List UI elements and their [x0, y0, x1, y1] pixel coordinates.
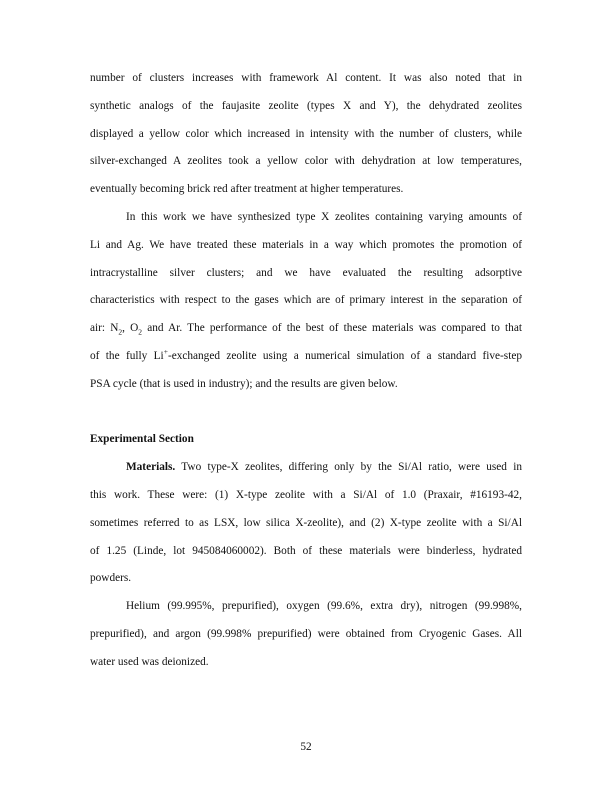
body-text-line: eventually becoming brick red after treatment at higher temperatures.: [90, 183, 404, 196]
body-text-line: powders.: [90, 572, 132, 585]
body-text-line: prepurified), and argon (99.998% prepurified) were obtained from Cryogenic Gases. All: [90, 627, 522, 640]
section-heading: Experimental Section: [90, 433, 194, 446]
body-text-line-with-superscript: [90, 347, 522, 375]
body-text-line: this work. These were: (1) X-type zeolite with a Si/Al of 1.0 (Praxair, #16193-42,: [90, 488, 522, 501]
body-text-line: intracrystalline silver clusters; and we have evaluated the resulting adsorptive: [90, 266, 522, 279]
body-text-line: displayed a yellow color which increased in intensity with the number of clusters, while: [90, 127, 522, 140]
text-segment: air: N: [90, 322, 119, 335]
superscript: +: [163, 347, 168, 357]
body-text-line: characteristics with respect to the gases which are of primary interest in the separation of: [90, 294, 522, 307]
page-body: [90, 69, 522, 681]
text-segment: , O: [122, 322, 139, 335]
subscript: 2: [118, 327, 123, 337]
text-segment: -exchanged zeolite using a numerical simulation of a standard five-step: [167, 349, 522, 362]
body-text-line: Li and Ag. We have treated these materials in a way which promotes the promotion of: [90, 238, 522, 251]
body-text-line-with-lead: [90, 458, 522, 486]
body-text-line: of 1.25 (Linde, lot 945084060002). Both of these materials were binderless, hydrated: [90, 544, 522, 557]
body-text-line: PSA cycle (that is used in industry); and the results are given below.: [90, 377, 398, 390]
text-segment: and Ar. The performance of the best of these materials was compared to that: [142, 322, 522, 335]
paragraph-spacer: [90, 403, 522, 431]
subscript: 2: [138, 327, 143, 337]
body-text-line: In this work we have synthesized type X zeolites containing varying amounts of: [126, 210, 522, 223]
body-text-line: synthetic analogs of the faujasite zeolite (types X and Y), the dehydrated zeolites: [90, 99, 522, 112]
body-text-line: sometimes referred to as LSX, low silica X-zeolite), and (2) X-type zeolite with a Si/Al: [90, 516, 522, 529]
text-segment: of the fully Li: [90, 349, 164, 362]
page-number: 52: [300, 741, 312, 753]
body-text-line: water used was deionized.: [90, 655, 209, 668]
run-in-heading: Materials.: [126, 461, 176, 474]
body-text-line: number of clusters increases with framework Al content. It was also noted that in: [90, 72, 522, 84]
body-text-line: silver-exchanged A zeolites took a yellow color with dehydration at low temperatures,: [90, 155, 522, 168]
body-text-line: Helium (99.995%, prepurified), oxygen (99.6%, extra dry), nitrogen (99.998%,: [126, 600, 522, 613]
text-segment: Two type-X zeolites, differing only by the Si/Al ratio, were used in: [175, 461, 522, 474]
body-text-line-with-subscripts: [90, 319, 522, 347]
